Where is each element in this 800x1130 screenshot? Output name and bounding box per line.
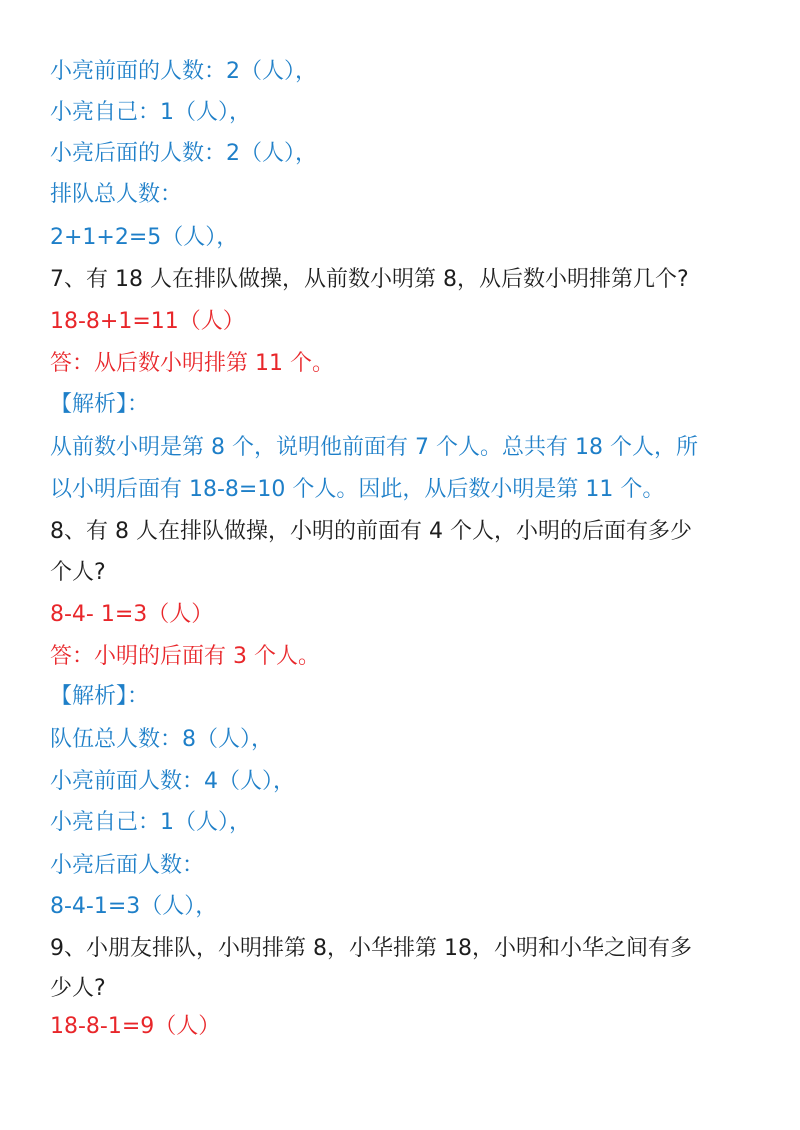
text-line: 以小明后面有 18-8=10 个人。因此，从后数小明是第 11 个。 xyxy=(50,477,665,502)
question-line: 7、有 18 人在排队做操，从前数小明第 8，从后数小明排第几个? xyxy=(50,267,689,292)
analysis-heading: 【解析】： xyxy=(50,684,150,709)
answer-statement: 答：从后数小明排第 11 个。 xyxy=(50,351,334,376)
answer-statement: 答：小明的后面有 3 个人。 xyxy=(50,644,320,669)
text-line: 小亮自己：1（人）， xyxy=(50,810,251,835)
text-line: 小亮后面人数： xyxy=(50,853,205,878)
text-line: 从前数小明是第 8 个，说明他前面有 7 个人。总共有 18 个人，所 xyxy=(50,435,698,460)
question-line: 9、小朋友排队，小明排第 8，小华排第 18，小明和小华之间有多 xyxy=(50,936,692,961)
text-line: 2+1+2=5（人）， xyxy=(50,225,239,250)
text-line: 小亮前面人数：4（人）， xyxy=(50,769,295,794)
text-line: 8-4-1=3（人）， xyxy=(50,894,218,919)
answer-equation: 18-8-1=9（人） xyxy=(50,1014,221,1039)
text-line: 小亮前面的人数：2（人）， xyxy=(50,59,317,84)
text-line: 排队总人数： xyxy=(50,182,183,207)
text-line: 队伍总人数：8（人）， xyxy=(50,727,273,752)
answer-equation: 18-8+1=11（人） xyxy=(50,309,245,334)
answer-equation: 8-4- 1=3（人） xyxy=(50,602,214,627)
question-line: 个人? xyxy=(50,560,106,585)
analysis-heading: 【解析】： xyxy=(50,392,150,417)
question-line: 少人? xyxy=(50,976,106,1001)
text-line: 小亮后面的人数：2（人）， xyxy=(50,141,317,166)
question-line: 8、有 8 人在排队做操，小明的前面有 4 个人，小明的后面有多少 xyxy=(50,519,692,544)
text-line: 小亮自己：1（人）， xyxy=(50,100,251,125)
